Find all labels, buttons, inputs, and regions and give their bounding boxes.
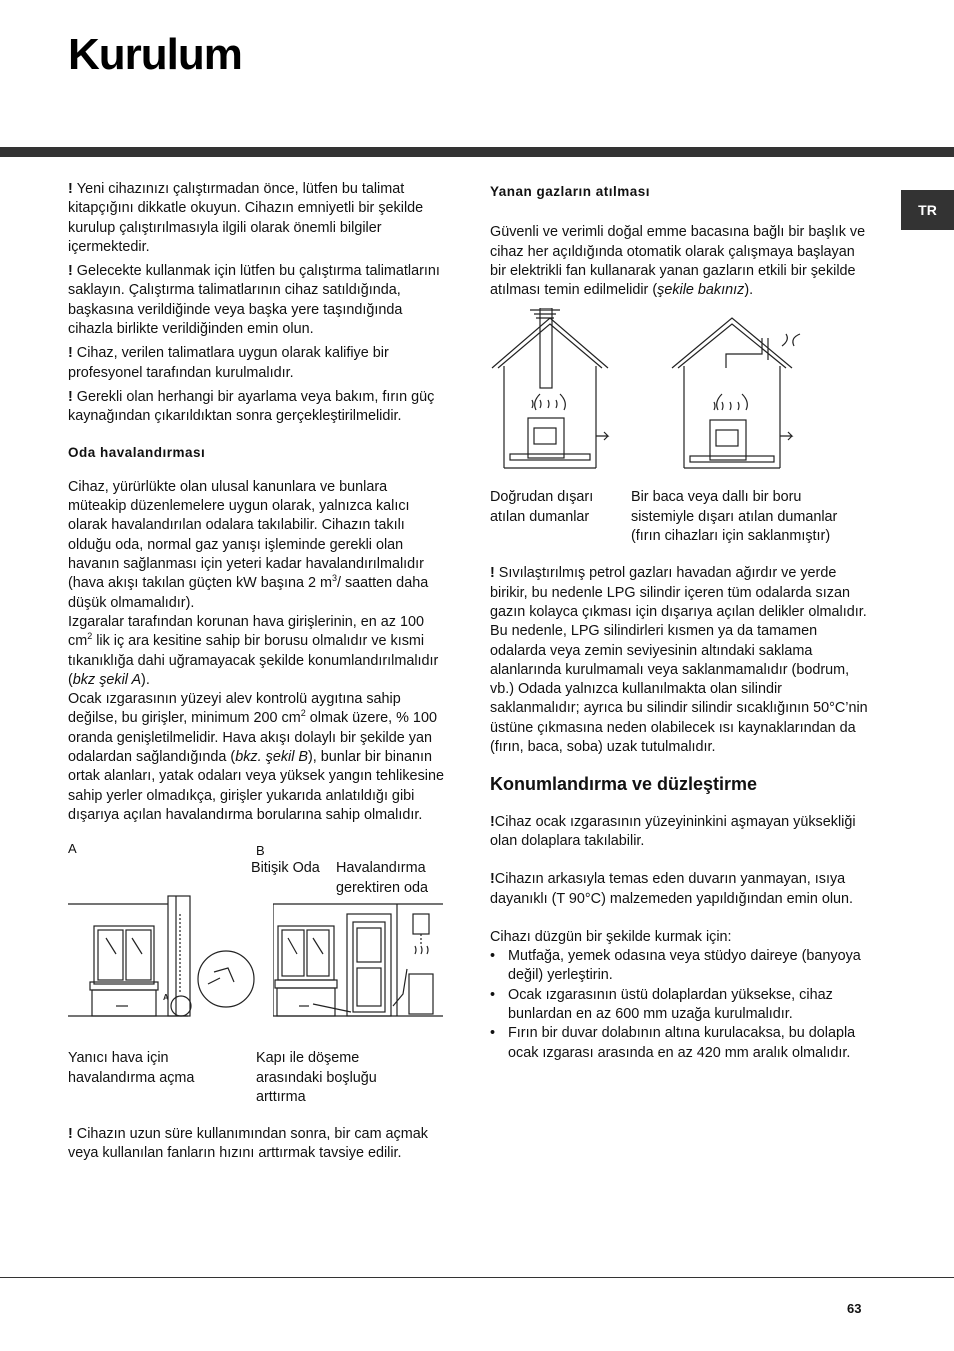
exhaust-captions [490, 488, 870, 546]
positioning-note: !Cihazın arkasıyla temas eden duvarın yanmayan, ısıya dayanıklı (T 90°C) malzemeden yapıldığından emin olun. [490, 871, 854, 907]
list-item: • Ocak ızgarasının üstü dolaplardan yüksekse, cihaz bunlardan en az 600 mm uzağa kurulmalıdır. [490, 986, 870, 1025]
gas-heading: Yanan gazların atılması [490, 184, 651, 199]
page-number: 63 [847, 1301, 862, 1316]
positioning-list [490, 947, 870, 1063]
intro-paragraph: ! Yeni cihazınızı çalıştırmadan önce, lütfen bu talimat kitapçığını dikkatle okuyun. Cihazın emniyetli bir şekilde kurulup çalıştırılmasıyla ilgili olarak önemli bilgiler içermektedir. [68, 181, 424, 255]
exhaust-chimney-illustration [670, 308, 810, 478]
figure-a-label: A [68, 841, 77, 857]
positioning-note: !Cihaz ocak ızgarasının yüzeyininkini aşmayan yüksekliği olan dolaplara takılabilir. [490, 813, 856, 849]
ventilation-text: Cihaz, yürürlükte olan ulusal kanunlara ve bunlara müteakip düzenlemelere uygun olarak, yalnızca kalıcı olarak havalandırılan odalara takılabilir. Cihazın takılı olduğu oda, normal gaz yanışı işleminde gerekli olan havanın sağlanması için yeteri kadar havalandırılmalıdır (hava akışı takılan güçten kW başına 2 $m^3/$ saatten daha düşük olmamalıdır). Izgaralar tarafından korunan hava girişlerinin, en az 100 $cm^2$ lik iç ara kesitine sahip bir borusu olmalıdır ve kısmi tıkanıklığa dahi uğramayacak şekilde konumlandırılmalıdır (bkz şekil A). Ocak ızgarasının yüzeyi alev kontrolü aygıtına sahip değilse, bu girişler, minimum 200 $cm^2$ olmak üzere, % 100 oranda genişletilmelidir. Hava akışı dolaylı bir şekilde yan odalardan sağlandığında (bkz. şekil B), bunlar bir binanın ortak alanları, yatak odaları veya yüksek yangın tehlikesine sahip yerler olmadıkça, girişler yukarıda anlatıldığı gibi dışarıya açılan havalandırma borularına sahip olmalıdır. [68, 478, 444, 823]
positioning-intro: Cihazı düzgün bir şekilde kurmak için: [490, 928, 732, 945]
positioning-heading: Konumlandırma ve düzleştirme [490, 774, 758, 795]
figure-a-illustration [68, 894, 258, 1024]
figure-a-small-label: A [163, 993, 169, 1003]
figure-ab [68, 839, 448, 1049]
language-badge: TR [901, 190, 954, 230]
intro-paragraph: ! Gelecekte kullanmak için lütfen bu çalıştırma talimatlarını saklayın. Çalıştırma talimatlarının cihaz satıldığında, başkasına verildiğinde veya başka yere taşındığında cihazla birlikte verildiğinden emin olun. [68, 263, 440, 338]
footer-line [0, 1277, 954, 1278]
caption-b: Kapı ile döşeme arasındaki boşluğu arttırma [256, 1050, 377, 1105]
gas-paragraph: Güvenli ve verimli doğal emme bacasına bağlı bir başlık ve cihaz her açıldığında otomatik olarak çalışmaya başlayan bir elektrikli fan kullanarak yanan gazların etkili bir şekilde atılması temin edilmelidir (şekile bakınız). [490, 224, 866, 299]
header-bar [0, 147, 954, 157]
list-item: • Fırın bir duvar dolabının altına kurulacaksa, bu dolapla ocak ızgarası arasında en az 420 mm aralık olmalıdır. [490, 1024, 870, 1063]
figure-b-illustration [273, 894, 443, 1024]
lpg-paragraph-2: Bu nedenle, LPG silindirleri kısmen ya da tamamen odalarda veya zemin seviyesinin altındaki saklama alanlarında kurulmamalı veya saklanmamalıdır (bodrum, vb.) Odada yalnızca kullanılmakta olan silindir saklanmalıdır; ayrıca bu silindir silindir sıcaklığının 50°C’nin üstüne çıkmasına neden olabilecek ısı kaynaklarından da (fırın, baca, soba) uzak tutulmalıdır. [490, 623, 868, 756]
intro-paragraph: ! Gerekli olan herhangi bir ayarlama veya bakım, fırın güç kaynağından çıkarıldıktan sonra gerçekleştirilmelidir. [68, 388, 435, 425]
exhaust-direct-illustration [490, 308, 620, 478]
caption-chimney: Bir baca veya dallı bir boru sistemiyle dışarı atılan dumanlar (fırın cihazları için saklanmıştır) [631, 489, 838, 545]
left-column [68, 180, 448, 1169]
caption-direct: Doğrudan dışarı atılan dumanlar [490, 489, 594, 525]
page-title: Kurulum [68, 30, 242, 79]
ventilation-heading: Oda havalandırması [68, 444, 206, 460]
caption-a: Yanıcı hava için havalandırma açma [68, 1050, 195, 1086]
right-column [490, 180, 870, 1063]
intro-paragraph: ! Cihaz, verilen talimatlara uygun olarak kalifiye bir profesyonel tarafından kurulmalıdır. [68, 345, 389, 381]
final-note: ! Cihazın uzun süre kullanımından sonra, bir cam açmak veya kullanılan fanların hızını arttırmak tavsiye edilir. [68, 1126, 428, 1162]
figure-b-label: B [256, 843, 265, 859]
figure-exhaust [490, 308, 870, 488]
figure-b-vent-room: Havalandırma gerektiren oda [336, 860, 429, 896]
figure-b-adjacent-room: Bitişik Oda [251, 860, 320, 877]
lpg-paragraph: ! Sıvılaştırılmış petrol gazları havadan ağırdır ve yerde birikir, bu nedenle LPG silindir içeren tüm odalarda sızan gazın kolayca çıkması için dışarıya açılan delikler olmalıdır. [490, 565, 867, 620]
figure-ab-captions [68, 1049, 448, 1107]
list-item: • Mutfağa, yemek odasına veya stüdyo daireye (banyoya değil) yerleştirin. [490, 947, 870, 986]
